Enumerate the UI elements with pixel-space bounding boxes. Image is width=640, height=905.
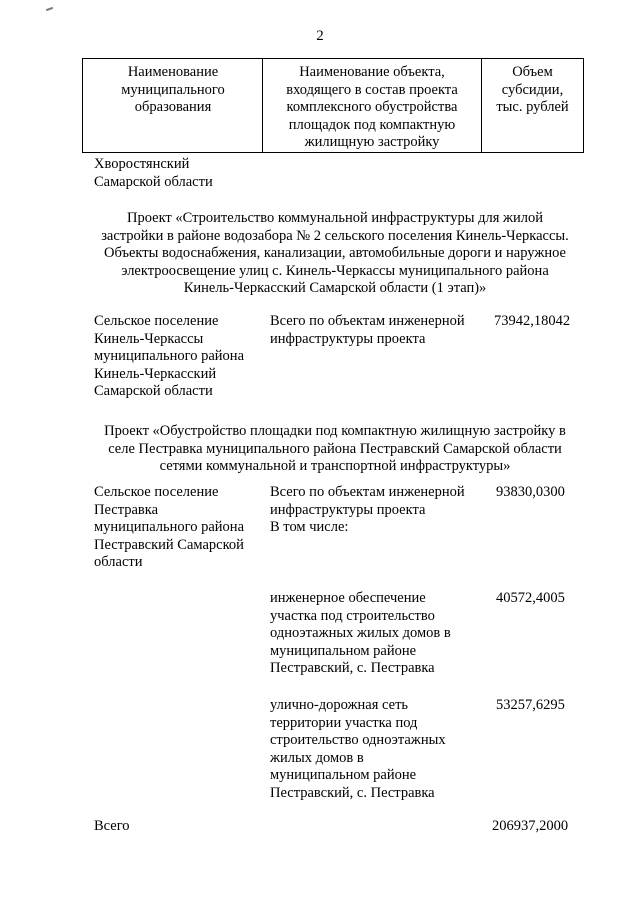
header-object: Наименование объекта, входящего в состав проекта комплексного обустройства площадок под компактную жилищную застройку — [286, 64, 458, 150]
project1-object: Всего по объектам инженерной инфраструктуры проекта — [270, 313, 465, 347]
table-left-border — [82, 58, 83, 153]
project2-amount: 93830,0300 — [496, 484, 565, 500]
page-number: 2 — [316, 28, 324, 44]
total-amount: 206937,2000 — [492, 818, 569, 834]
total-label: Всего — [94, 818, 130, 834]
project2-sub1-amount: 40572,4005 — [496, 590, 565, 606]
table-top-border — [82, 58, 584, 59]
project2-municipality: Сельское поселение Пестравка муниципального района Пестравский Самарской области — [94, 484, 244, 570]
project2-object: Всего по объектам инженерной инфраструктуры проекта В том числе: — [270, 484, 465, 535]
project2-sub2-object: улично-дорожная сеть территории участка под строительство одноэтажных жилых домов в муниципальном районе Пестравский, с. Пестравка — [270, 697, 446, 801]
header-municipality: Наименование муниципального образования — [121, 64, 225, 115]
table-bottom-border — [82, 152, 584, 153]
project1-title: Проект «Строительство коммунальной инфраструктуры для жилой застройки в районе водозабора № 2 сельского поселения Кинель-Черкассы. Объекты водоснабжения, канализации, автомобильные дороги и наружное электроосвещение улиц с. Кинель-Черкассы муниципального района Кинель-Черкасский Самарской области (1 этап)» — [101, 210, 569, 296]
header-subsidy: Объем субсидии, тыс. рублей — [496, 64, 569, 115]
top-municipality: Хворостянский Самарской области — [94, 156, 213, 190]
project2-title: Проект «Обустройство площадки под компактную жилищную застройку в селе Пестравка муниципального района Пестравский Самарской области сетями коммунальной и транспортной инфраструктуры» — [104, 423, 566, 474]
project1-municipality: Сельское поселение Кинель-Черкассы муниципального района Кинель-Черкасский Самарской области — [94, 313, 244, 399]
project1-amount: 73942,18042 — [494, 313, 571, 329]
scan-mark — [46, 7, 53, 11]
project2-sub1-object: инженерное обеспечение участка под строительство одноэтажных жилых домов в муниципальном районе Пестравский, с. Пестравка — [270, 590, 451, 676]
table-right-border — [583, 58, 584, 153]
project2-sub2-amount: 53257,6295 — [496, 697, 565, 713]
